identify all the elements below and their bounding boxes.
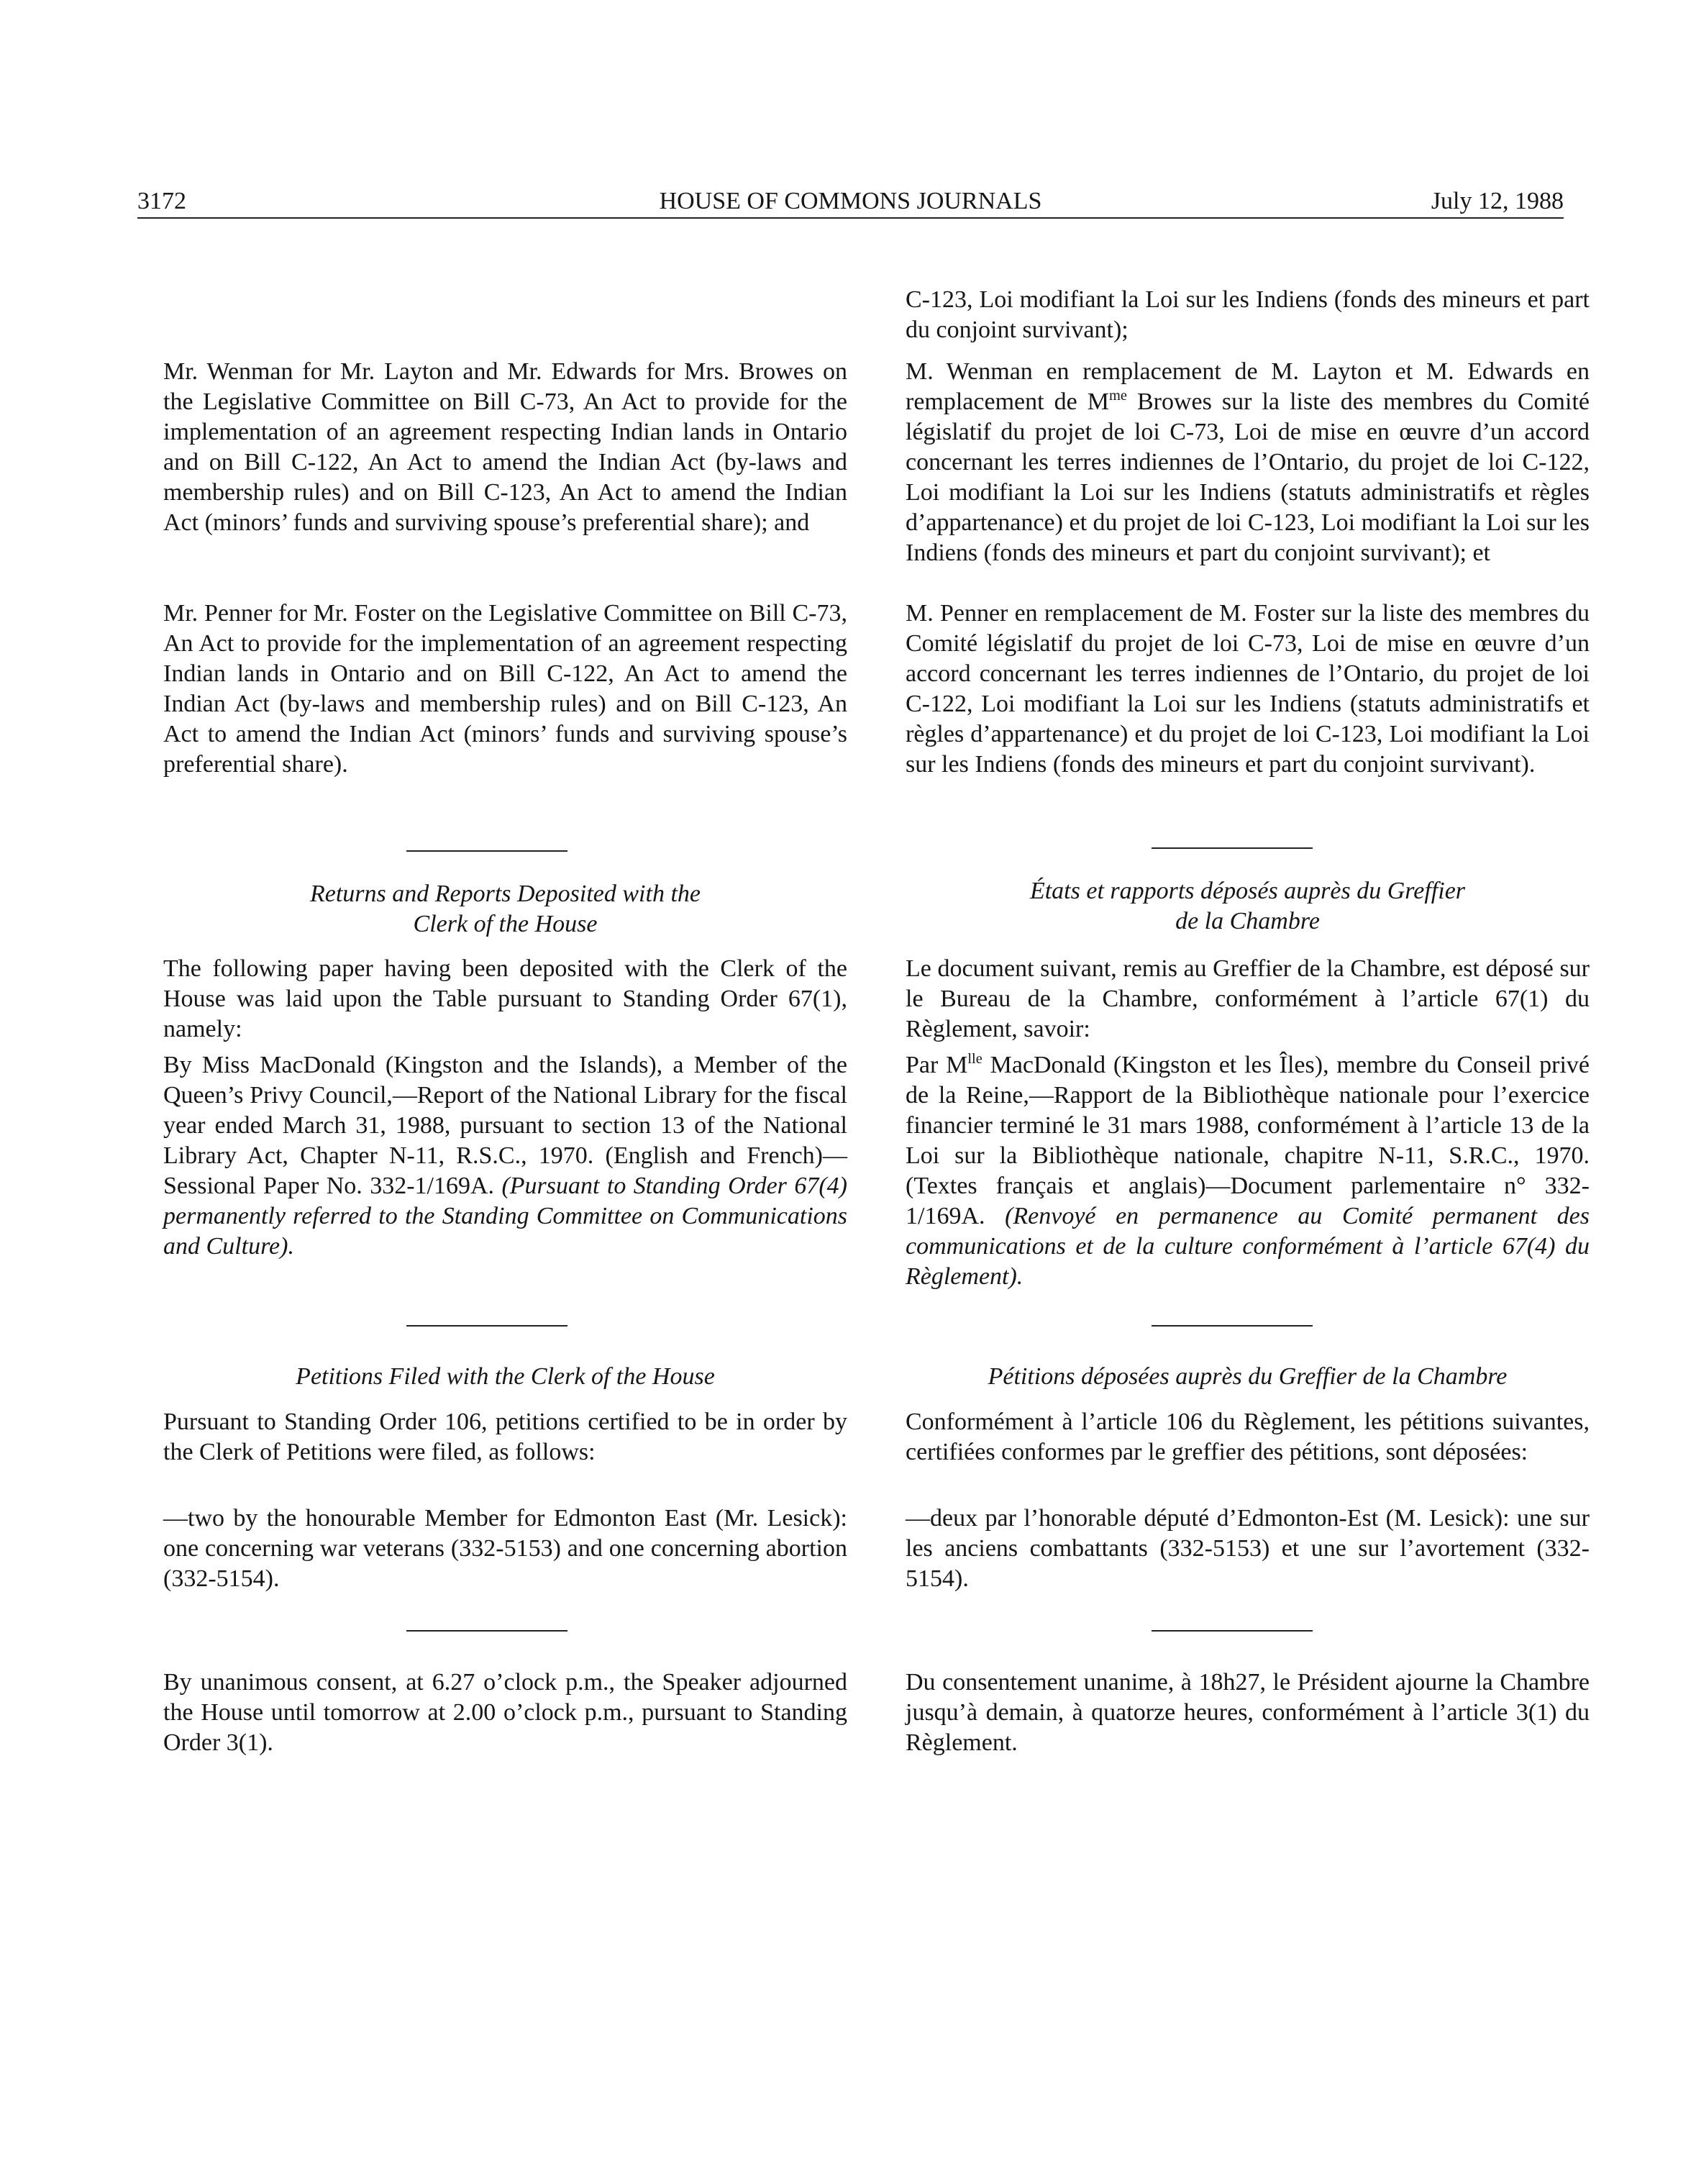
returns-item — [163, 1050, 847, 1262]
returns-item-start: Par M — [906, 1052, 968, 1078]
substitution-paragraph-1 — [906, 357, 1590, 568]
returns-heading — [906, 876, 1590, 937]
petitions-intro: Pursuant to Standing Order 106, petitions certified to be in order by the Clerk of Petitions were filed, as follows: — [163, 1409, 847, 1465]
journal-date: July 12, 1988 — [1431, 188, 1564, 214]
returns-heading-line-1: États et rapports déposés auprès du Greffier — [1029, 878, 1466, 904]
section-divider — [406, 1630, 567, 1632]
substitution-text-end: Browes sur la liste des membres du Comité législatif du projet de loi C-73, Loi de mise en œuvre d’un accord concernant les terres indiennes de l’Ontario, du projet de loi C-122, Loi modifiant la Loi sur les Indiens (statuts administratifs et règles d’appartenance) et du projet de loi C-123, Loi modifiant la Loi sur les Indiens (fonds des mineurs et part du conjoint survivant); et — [906, 388, 1590, 566]
returns-item-text: MacDonald (Kingston et les Îles), membre du Conseil privé de la Reine,—Rapport de la Bibliothèque nationale pour l’exercice financier terminé le 31 mars 1988, conformément à l’article 13 de la Loi sur la Bibliothèque nationale, chapitre N-11, S.R.C., 1970. (Textes français et anglais)—Document parlementaire n° 332-1/169A. — [906, 1052, 1590, 1229]
returns-item — [906, 1050, 1590, 1292]
substitution-paragraph-2: M. Penner en remplacement de M. Foster sur la liste des membres du Comité législatif du projet de loi C-73, Loi de mise en œuvre d’un accord concernant les terres indiennes de l’Ontario, du projet de loi C-122, Loi modifiant la Loi sur les Indiens (statuts administratifs et règles d’appartenance) et du projet de loi C-123, Loi modifiant la Loi sur les Indiens (fonds des mineurs et part du conjoint survivant). — [906, 600, 1590, 778]
section-divider — [406, 850, 567, 852]
carryover-paragraph: C-123, Loi modifiant la Loi sur les Indiens (fonds des mineurs et part du conjoint survivant); — [906, 286, 1590, 343]
returns-intro: Le document suivant, remis au Greffier de la Chambre, est déposé sur le Bureau de la Chambre, conformément à l’article 67(1) du Règlement, savoir: — [906, 955, 1590, 1042]
section-divider — [1152, 847, 1313, 849]
running-header — [137, 184, 1564, 219]
petitions-heading: Pétitions déposées auprès du Greffier de la Chambre — [988, 1363, 1508, 1390]
journal-title: HOUSE OF COMMONS JOURNALS — [659, 188, 1042, 214]
adjournment-paragraph: By unanimous consent, at 6.27 o’clock p.m., the Speaker adjourned the House until tomorrow at 2.00 o’clock p.m., pursuant to Standing Order 3(1). — [163, 1669, 847, 1756]
petitions-item: —deux par l’honorable député d’Edmonton-Est (M. Lesick): une sur les anciens combattants (332-5153) et une sur l’avortement (332-5154). — [906, 1505, 1590, 1592]
returns-item-referral: (Pursuant to Standing Order 67(4) permanently referred to the Standing Committee on Communications and Culture). — [163, 1173, 847, 1260]
page-number: 3172 — [137, 188, 186, 214]
petitions-intro: Conformément à l’article 106 du Règlement, les pétitions suivantes, certifiées conformes par le greffier des pétitions, sont déposées: — [906, 1409, 1590, 1465]
returns-item-referral: (Renvoyé en permanence au Comité permanent des communications et de la culture conformément à l’article 67(4) du Règlement). — [906, 1203, 1590, 1290]
returns-heading-line-1: Returns and Reports Deposited with the — [309, 881, 701, 907]
section-divider — [406, 1325, 567, 1327]
honorific-superscript: me — [1108, 387, 1127, 404]
returns-item-text: By Miss MacDonald (Kingston and the Islands), a Member of the Queen’s Privy Council,—Report of the National Library for the fiscal year ended March 31, 1988, pursuant to section 13 of the National Library Act, Chapter N-11, R.S.C., 1970. (English and French)—Sessional Paper No. 332-1/169A. — [163, 1052, 847, 1199]
substitution-paragraph-1: Mr. Wenman for Mr. Layton and Mr. Edwards for Mrs. Browes on the Legislative Committee on Bill C-73, An Act to provide for the implementation of an agreement respecting Indian lands in Ontario and on Bill C-122, An Act to amend the Indian Act (by-laws and membership rules) and on Bill C-123, An Act to amend the Indian Act (minors’ funds and surviving spouse’s preferential share); and — [163, 358, 847, 536]
returns-intro: The following paper having been deposited with the Clerk of the House was laid upon the Table pursuant to Standing Order 67(1), namely: — [163, 955, 847, 1042]
adjournment-paragraph: Du consentement unanime, à 18h27, le Président ajourne la Chambre jusqu’à demain, à quatorze heures, conformément à l’article 3(1) du Règlement. — [906, 1669, 1590, 1756]
substitution-text-start: M. Wenman en remplacement de M. Layton et M. Edwards en remplacement de M — [906, 358, 1590, 415]
section-divider — [1152, 1325, 1313, 1327]
petitions-item: —two by the honourable Member for Edmonton East (Mr. Lesick): one concerning war veterans (332-5153) and one concerning abortion (332-5154). — [163, 1505, 847, 1592]
section-divider — [1152, 1630, 1313, 1632]
petitions-heading: Petitions Filed with the Clerk of the House — [296, 1363, 715, 1390]
returns-heading — [163, 879, 847, 939]
returns-heading-line-2: de la Chambre — [1175, 908, 1320, 934]
header-rule — [137, 217, 1564, 219]
returns-heading-line-2: Clerk of the House — [413, 911, 598, 937]
substitution-paragraph-2: Mr. Penner for Mr. Foster on the Legislative Committee on Bill C-73, An Act to provide for the implementation of an agreement respecting Indian lands in Ontario and on Bill C-122, An Act to amend the Indian Act (by-laws and membership rules) and on Bill C-123, An Act to amend the Indian Act (minors’ funds and surviving spouse’s preferential share). — [163, 600, 847, 778]
honorific-superscript: lle — [967, 1050, 983, 1067]
